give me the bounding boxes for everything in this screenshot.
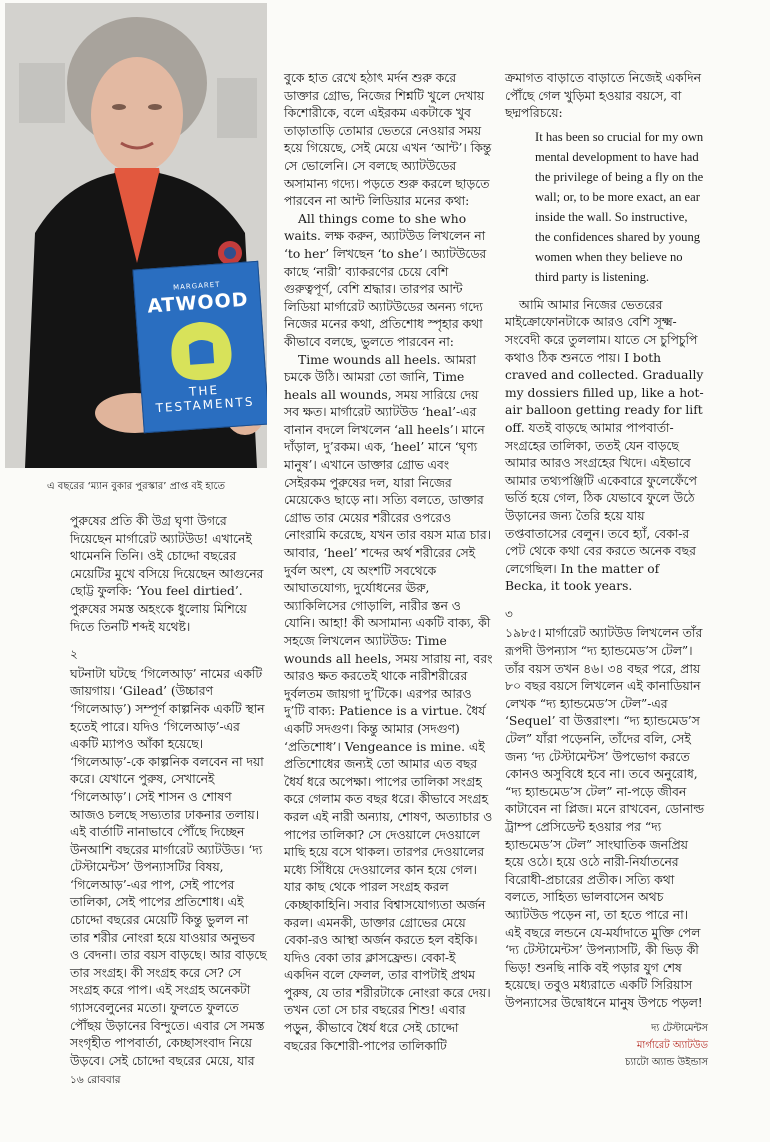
section-number-3: ৩ (505, 606, 513, 621)
column-3 (505, 70, 705, 1013)
paragraph-collection: ক্রমাগত বাড়াতে বাড়াতে নিজেই একদিন পৌঁছে গেল খুড়িমা হওয়ার বয়সে, বা ছদ্মপরিচয়ে: (505, 71, 701, 121)
photo-caption: এ বছরের ‘ম্যান বুকার পুরস্কার’ প্রাপ্ত বই হাতে (46, 481, 226, 492)
credit-book-title: দ্য টেস্টামেন্টস (651, 1023, 708, 1034)
paragraph-aunt-lydia: বুকে হাত রেখে হঠাৎ মর্দন শুরু করে ডাক্তার গ্রোভ, নিজের শিশ্নটি খুলে দেখায় কিশোরীকে, বলে এইরকম একটাকে খুব তাড়াতাড়ি তোমার ভেতরে নেওয়ার সময় হয়ে গিয়েছে, সেই মেয়ে এখন ‘আন্ট’। কিন্তু সে ভোলেনি। সে বলছে অ্যাটউডের অসামান্য গদ্যে। পড়তে শুরু করলে ছাড়তে পারবেন না আন্ট লিডিয়ার মনের কথা: (284, 71, 492, 209)
paragraph-all-things: All things come to she who waits. লক্ষ করুন, অ্যাটউড লিখলেন না ‘to her’ লিখছেন ‘to she’। অ্যাটউডের কাছে ‘নারী’ ব্যাকরণের চেয়ে বেশি গুরুত্বপূর্ণ, বেশি শ্রদ্ধার। তারপর আন্ট লিডিয়া মার্গারেট অ্যাটউডের অনন্য গদ্যে নিজের মনের কথা, প্রতিশোধ স্পৃহার কথা কীভাবে বলছে, ভুলতে পারবেন না: (284, 211, 487, 349)
english-quote: It has been so crucial for my own mental development to have had the privilege of being a fly on the wall; or, to be more exact, an ear inside the wall. So instructive, the confidences shared by young women when they believe no third party is listening. (535, 129, 704, 284)
paragraph-time-wounds: Time wounds all heels. আমরা চমকে উঠি। আমরা তো জানি, Time heals all wounds, সময় সারিয়ে দেয় সব ক্ষত। মার্গারেট অ্যাটউড ‘heal’-এর বানান বদলে লিখলেন ‘all heels’। মানে দাঁড়াল, দু’রকম। এক, ‘heel’ মানে ‘ঘৃণ্য মানুষ’। এখানে ডাক্তার গ্রোভ এবং সেইরকম পুরুষের দল, যারা নিজের মেয়েকেও ছাড়ে না। সত্যি বলতে, ডাক্তার গ্রোভ তার মেয়ের শরীরের ওপরেও নোংরামি করেছে, যখন তার বয়স মাত্র চার। আবার, ‘heel’ শব্দের অর্থ শরীরের সেই দুর্বল অংশ, যে অংশটি সবথেকে আঘাতযোগ্য, দুর্যোধনের ঊরু, অ্যাকিলিসের গোড়ালি, নারীর স্তন ও যোনি। আহা! কী অসামান্য একটি বাক্য, কী সহজে লিখলেন অ্যাটউড: Time wounds all heels, সময় সারায় না, বরং আরও ক্ষত করতেই থাকে নারীশরীরের দুর্বলতম জায়গা দু’টিকে। এরপর আরও দু’টি বাক্য: Patience is a virtue. ধৈর্য একটি সদগুণ। কিন্তু আমার (সদগুণ) ‘প্রতিশোধ’। Vengeance is mine. এই প্রতিশোধের জন্যই তো আমার এত বছর ধৈর্য ধরে অপেক্ষা। পাপের তালিকা সংগ্রহ করে গেলাম কত বছর ধরে। কীভাবে সংগ্রহ করল এই নারী অন্যায়, শোষণ, অত্যাচার ও পাপের তালিকা? সে দেওয়ালে দেওয়ালে মাছি হয়ে বসে থাকল। তারপর দেওয়ালের মধ্যে সিঁধিয়ে দেওয়ালের কান হয়ে গেল। যার কাছ থেকে পারল সংগ্রহ করল কেচ্ছাকাহিনি। সবার বিশ্বাসযোগ্যতা অর্জন করল। এমনকী, ডাক্তার গ্রোভের মেয়ে বেকা-রও আস্থা অর্জন করতে হল বইকি। যদিও বেকা তার ক্লাসফ্রেন্ড। বেকা-ই একদিন বলে ফেলল, তার বাপটাই প্রথম পুরুষ, যে তার শরীরটাকে নোংরা করে দেয়। তখন তো সে চার বছরের শিশু! এবার পড়ুন, কীভাবে ধৈর্য ধরে সেই চোদ্দো বছরের কিশোরী-পাপের তালিকাটি (284, 352, 493, 1053)
book-title: THE TESTAMENTS (155, 382, 255, 416)
author-photo (5, 3, 267, 468)
book-cover (132, 261, 267, 433)
book-credits (625, 1020, 708, 1071)
book-author-first: MARGARET (172, 280, 221, 292)
book-author: ATWOOD (146, 288, 250, 318)
handmaid-illustration (137, 310, 266, 388)
credit-author: মার্গারেট অ্যাটউড (636, 1040, 708, 1051)
section-3-paragraph: ১৯৮৫। মার্গারেট অ্যাটউড লিখলেন তাঁর রূপদী উপন্যাস “দ্য হ্যান্ডমেড’স টেল”। তাঁর বয়স তখন ৪৬। ৩৪ বছর পরে, প্রায় ৮০ বছর বয়সে লিখলেন এই কানাডিয়ান লেখক “দ্য হ্যান্ডমেড’স টেল”-এর ‘Sequel’ বা উত্তরাংশ। “দ্য হ্যান্ডমেড’স টেল” যাঁরা পড়েননি, তাঁদের বলি, সেই জন্য ‘দ্য টেস্টামেন্টস’ উপভোগ করতে কোনও অসুবিধে হবে না। তবে অনুরোধ, “দ্য হ্যান্ডমেড’স টেল” না-পড়ে জীবন কাটাবেন না প্লিজ। মনে রাখবেন, ডোনাল্ড ট্রাম্প প্রেসিডেন্ট হওয়ার পর “দ্য হ্যান্ডমেড’স টেল” সাংঘাতিক জনপ্রিয় হয়ে ওঠে। হয়ে ওঠে নারী-নির্যাতনের বিরোধী-প্রচারের প্রতীক। সত্যি কথা বলতে, সাহিত্য ভালবাসেন অথচ অ্যাটউড পড়েন না, তা হতে পারে না। এই বছরে লন্ডনে যে-মর্যাদাতে মুক্তি পেল ‘দ্য টেস্টামেন্টস’ উপন্যাসটি, কী ভিড় কী ভিড়! শুনছি নাকি বই পড়ার যুগ শেষ হয়েছে। তবুও মধ্যরাতে একটি সিরিয়াস উপন্যাসের উদ্বোধনে মানুষ উপচে পড়ল! (505, 626, 704, 1010)
paragraph-microphone: আমি আমার নিজের ভেতরের মাইক্রোফোনটাকে আরও বেশি সূক্ষ্ম-সংবেদী করে তুললাম। যাতে সে চুপিচুপি কথাও ঠিক শুনতে পায়। I both craved and collected. Gradually my dossiers filled up, like a hot-air balloon getting ready for lift off. যতই বাড়ছে আমার পাপবার্তা-সংগ্রহের তালিকা, ততই যেন বাড়ছে আমার আরও সংগ্রহের খিদে। এইভাবে আমার তথ্যপঞ্জিটি একেবারে ফুলেফেঁপে ভর্তি হয়ে গেল, ঠিক যেভাবে ফুলে উঠে উড়ানের জন্য তৈরি হয়ে যায় তপ্তবাতাসের বেলুন। তবে হ্যাঁ, বেকা-র পেট থেকে কথা বের করতে অনেক বছর লেগেছিল। In the matter of Becka, it took years. (505, 297, 704, 594)
page-footer: ১৬ রোববার (70, 1074, 121, 1086)
section-2-paragraph: ঘটনাটা ঘটছে ‘গিলেআড়’ নামের একটি জায়গায়। ‘Gilead’ (উচ্চারণ ‘গিলেআড়’) সম্পূর্ণ কাল্পনিক একটি স্থান হতেই পারে। যদিও ‘গিলেআড়’-এর একটি ম্যাপও আঁকা হয়েছে। ‘গিলেআড়’-কে কাল্পনিক বলবেন না দয়া করে। যেখানে পুরুষ, সেখানেই ‘গিলেআড়’। সেই শাসন ও শোষণ আজও চলছে সভ্যতার ঢাকনার তলায়। এই বার্তাটি নানাভাবে পৌঁছে দিচ্ছেন উনআশি বছরের মার্গারেট অ্যাটউড। ‘দ্য টেস্টামেন্টস’ উপন্যাসটির বিষয়, ‘গিলেআড়’-এর পাপ, সেই পাপের তালিকা, সেই পাপের প্রতিশোধ। এই চোদ্দো বছরের মেয়েটি কিন্তু ভুলল না তার শরীর নোংরা হয়ে যাওয়ার অনুভব ও বেদনা। তার বয়স বাড়ছে। আর বাড়ছে তার সংগ্রহ। কী সংগ্রহ করে সে? সে সংগ্রহ করে পাপ। এই সংগ্রহ অনেকটা গ্যাসবেলুনের মতো। ফুলতে ফুলতে পৌঁছয় উড়ানের বিন্দুতে। এবার সে সমস্ত সংগৃহীত পাপবার্তা, কেচ্ছাসংবাদ নিয়ে উড়বে। সেই চোদ্দো বছরের মেয়ে, যার (70, 666, 267, 1068)
credit-publisher: চ্যাটো অ্যান্ড উইন্ডাস (625, 1057, 708, 1068)
column-2 (284, 70, 494, 1055)
section-number-2: ২ (70, 647, 78, 662)
intro-paragraph: পুরুষের প্রতি কী উগ্র ঘৃণা উগরে দিয়েছেন মার্গারেট অ্যাটউড! এখানেই থামেননি তিনি। ওই চোদ্দো বছরের মেয়েটির মুখে বসিয়ে দিয়েছেন আগুনের ছোট্ট ফুলকি: ‘You feel dirtied’. পুরুষের সমস্ত অহংকে ধুলোয় মিশিয়ে দিতে তিনটি শব্দই যথেষ্ট। (70, 514, 264, 634)
column-1 (70, 513, 267, 1070)
